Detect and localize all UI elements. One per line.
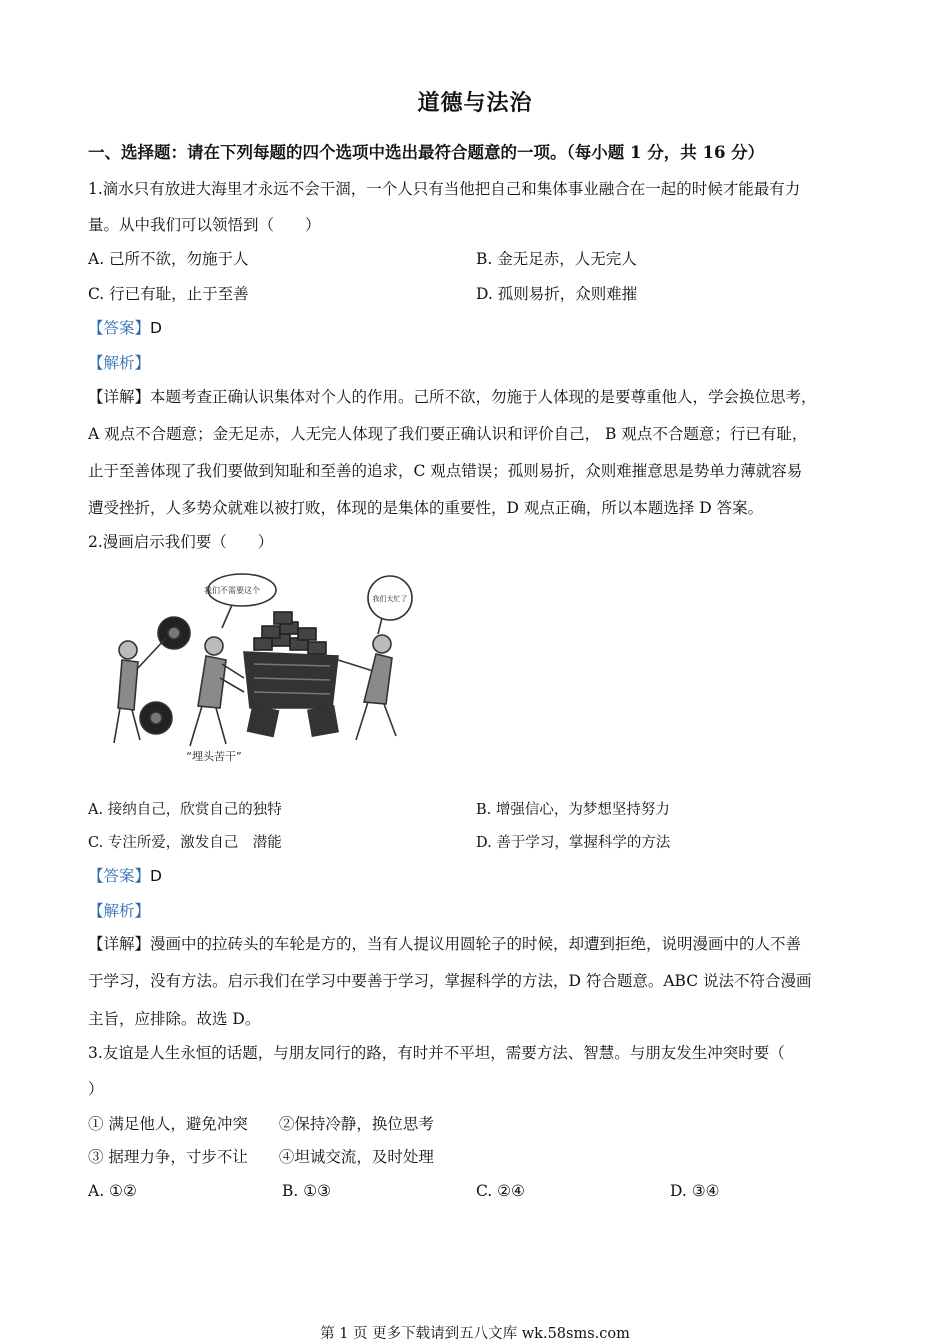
answer-value: D (150, 319, 162, 337)
detail-text: 漫画中的拉砖头的车轮是方的，当有人提议用圆轮子的时候，却遭到拒绝，说明漫画中的人不善 (150, 935, 802, 953)
q2-option-a: A. 接纳自己，欣赏自己的独特 (88, 802, 282, 818)
q1-answer (88, 318, 162, 338)
q3-items-line1: ① 满足他人，避免冲突 ②保持冷静，换位思考 (88, 1115, 434, 1133)
q3-option-c: C. ②④ (476, 1182, 525, 1200)
q1-stem-line1: 1.滴水只有放进大海里才永远不会干涸，一个人只有当他把自己和集体事业融合在一起的时候才能最有力 (88, 180, 801, 198)
q2-answer (88, 866, 162, 886)
q3-option-a: A. ①② (88, 1182, 137, 1200)
q1-detail-line1 (88, 387, 817, 407)
q2-option-c: C. 专注所爱，激发自己 潜能 (88, 835, 282, 851)
page-title: 道德与法治 (417, 90, 533, 116)
q3-stem-line1: 3.友谊是人生永恒的话题，与朋友同行的路，有时并不平坦，需要方法、智慧。与朋友发生冲突时要（ (88, 1044, 785, 1062)
q2-stem: 2.漫画启示我们要（ ） (88, 533, 274, 551)
q1-detail-line3: 止于至善体现了我们要做到知耻和至善的追求，C 观点错误；孤则易折，众则难摧意思是势单力薄就容易 (88, 462, 803, 480)
detail-label: 【详解】 (88, 935, 151, 953)
page-footer: 第 1 页 更多下载请到五八文库 wk.58sms.com (320, 1326, 630, 1342)
q2-option-b: B. 增强信心，为梦想坚持努力 (476, 802, 670, 818)
cartoon-caption: “埋头苦干” (186, 750, 242, 763)
q3-stem-line2: ） (88, 1080, 104, 1098)
q1-option-c: C. 行已有耻，止于至善 (88, 285, 249, 303)
q1-detail-line4: 遭受挫折，人多势众就难以被打败，体现的是集体的重要性，D 观点正确，所以本题选择 D 答案。 (88, 499, 764, 517)
cartoon-illustration (94, 568, 414, 768)
bubble-left-text: 我们不需要这个 (204, 586, 260, 595)
q3-items-line2: ③ 据理力争，寸步不让 ④坦诚交流，及时处理 (88, 1148, 434, 1166)
detail-label: 【详解】 (88, 388, 151, 406)
q2-option-d: D. 善于学习，掌握科学的方法 (476, 835, 671, 851)
q3-option-d: D. ③④ (670, 1182, 720, 1200)
q1-option-d: D. 孤则易折，众则难摧 (476, 285, 638, 303)
bubble-right-text: 我们太忙了 (372, 595, 408, 603)
q3-option-b: B. ①③ (282, 1182, 332, 1200)
answer-value: D (150, 867, 162, 885)
q1-detail-line2: A 观点不合题意；金无足赤，人无完人体现了我们要正确认识和评价自己， B 观点不合题意；行已有耻， (88, 425, 808, 443)
answer-label: 【答案】 (88, 867, 151, 885)
q2-detail-line3: 主旨，应排除。故选 D。 (88, 1010, 261, 1028)
q1-stem-line2: 量。从中我们可以领悟到（ ） (88, 216, 321, 234)
section-heading: 一、选择题：请在下列每题的四个选项中选出最符合题意的一项。（每小题 1 分，共 16 分） (88, 143, 765, 162)
q1-option-b: B. 金无足赤，人无完人 (476, 250, 637, 268)
detail-text: 本题考查正确认识集体对个人的作用。己所不欲，勿施于人体现的是要尊重他人，学会换位思考， (150, 388, 817, 406)
q1-option-a: A. 己所不欲，勿施于人 (88, 250, 249, 268)
answer-label: 【答案】 (88, 319, 151, 337)
q1-analysis-label: 【解析】 (88, 354, 151, 372)
q2-detail-line1 (88, 934, 801, 954)
q2-detail-line2: 于学习，没有方法。启示我们在学习中要善于学习，掌握科学的方法，D 符合题意。ABC 说法不符合漫画 (88, 972, 812, 990)
q2-analysis-label: 【解析】 (88, 902, 151, 920)
